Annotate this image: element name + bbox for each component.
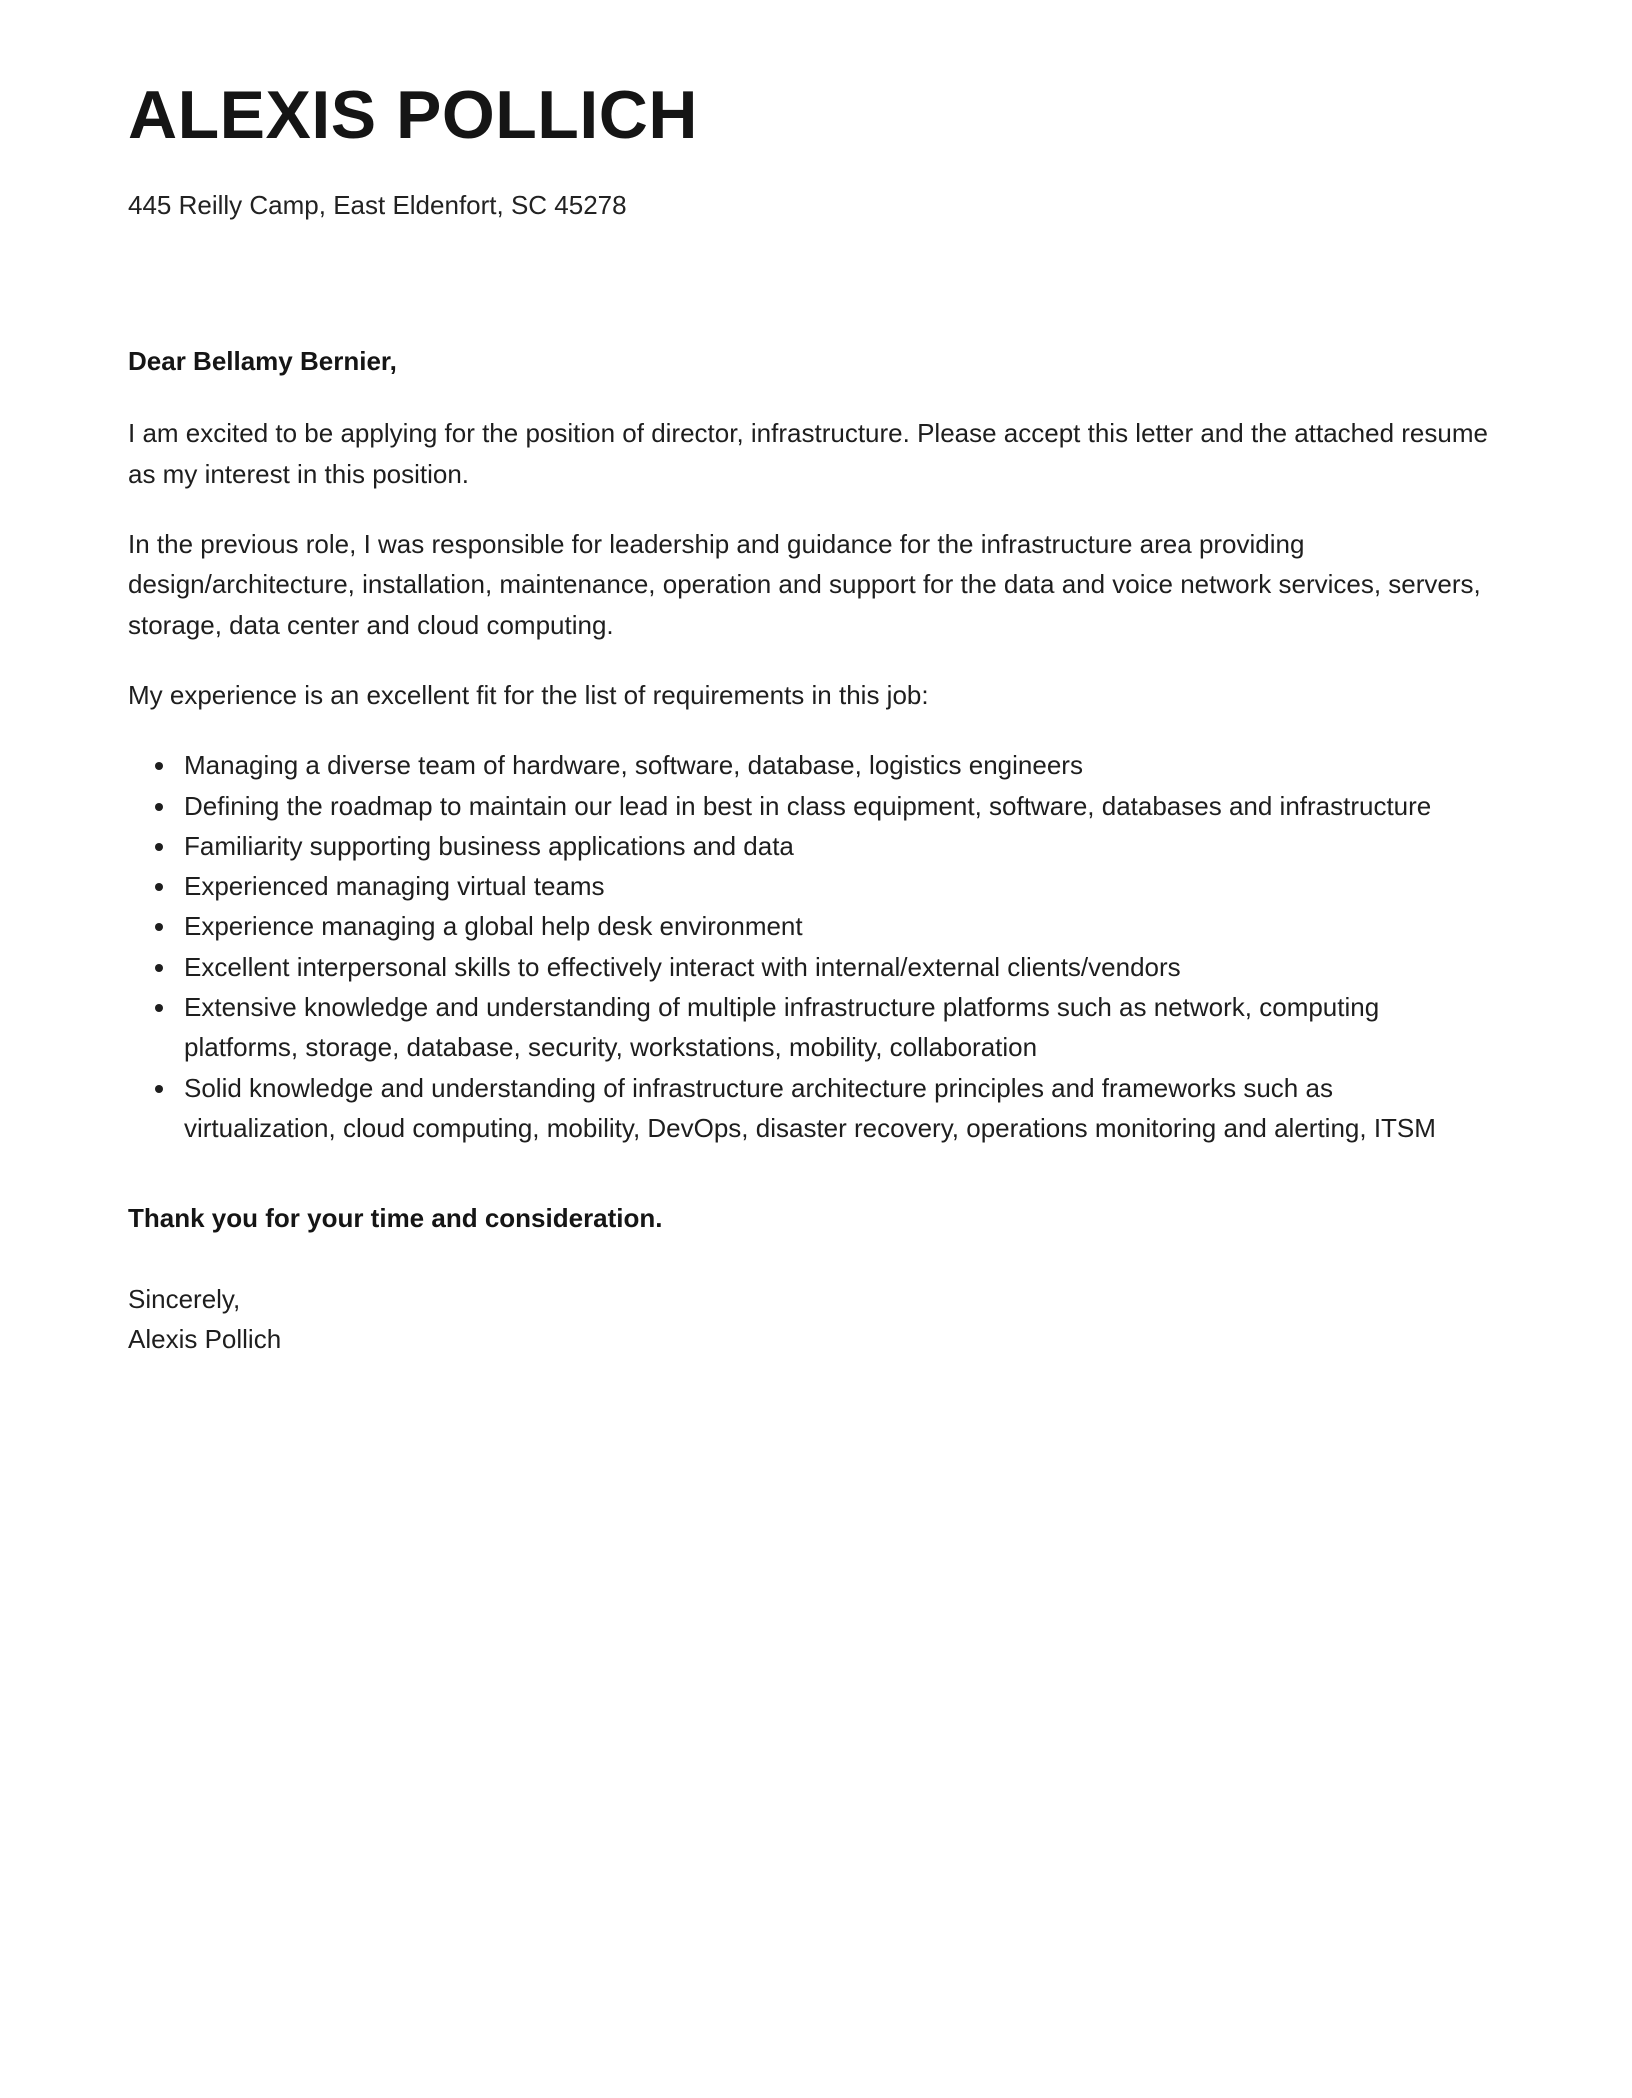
letter-header xyxy=(128,78,1504,223)
paragraph-previous-role: In the previous role, I was responsible for leadership and guidance for the infrastructure area providing design/architecture, installation, maintenance, operation and support for the data and voice network services, servers, storage, data center and cloud computing. xyxy=(128,529,1481,640)
salutation: Dear Bellamy Bernier, xyxy=(128,346,397,377)
signoff: Sincerely, xyxy=(128,1283,241,1314)
signature-name: Alexis Pollich xyxy=(128,1323,282,1354)
requirement-item: • Familiarity supporting business applications and data xyxy=(178,826,1488,866)
paragraph-experience-lead: My experience is an excellent fit for the list of requirements in this job: xyxy=(128,679,929,710)
signoff-block xyxy=(128,1279,1504,1360)
applicant-name: ALEXIS POLLICH xyxy=(128,77,698,153)
closing-line: Thank you for your time and consideration. xyxy=(128,1203,663,1234)
requirement-item: • Extensive knowledge and understanding of multiple infrastructure platforms such as network, computing platforms, storage, database, security, workstations, mobility, collaboration xyxy=(178,987,1488,1068)
requirement-item: • Managing a diverse team of hardware, software, database, logistics engineers xyxy=(178,745,1488,785)
requirement-item: • Excellent interpersonal skills to effectively interact with internal/external clients/vendors xyxy=(178,947,1488,987)
requirements-list xyxy=(128,745,1488,1148)
paragraph-intro: I am excited to be applying for the position of director, infrastructure. Please accept this letter and the attached resume as my interest in this position. xyxy=(128,418,1488,489)
requirement-item: • Solid knowledge and understanding of infrastructure architecture principles and frameworks such as virtualization, cloud computing, mobility, DevOps, disaster recovery, operations monitoring and alerting, ITSM xyxy=(178,1068,1488,1149)
requirement-item: • Experienced managing virtual teams xyxy=(178,866,1488,906)
requirement-item: • Defining the roadmap to maintain our lead in best in class equipment, software, databases and infrastructure xyxy=(178,786,1488,826)
letter-body xyxy=(128,341,1504,1359)
applicant-address: 445 Reilly Camp, East Eldenfort, SC 45278 xyxy=(128,189,627,220)
requirement-item: • Experience managing a global help desk environment xyxy=(178,906,1488,946)
